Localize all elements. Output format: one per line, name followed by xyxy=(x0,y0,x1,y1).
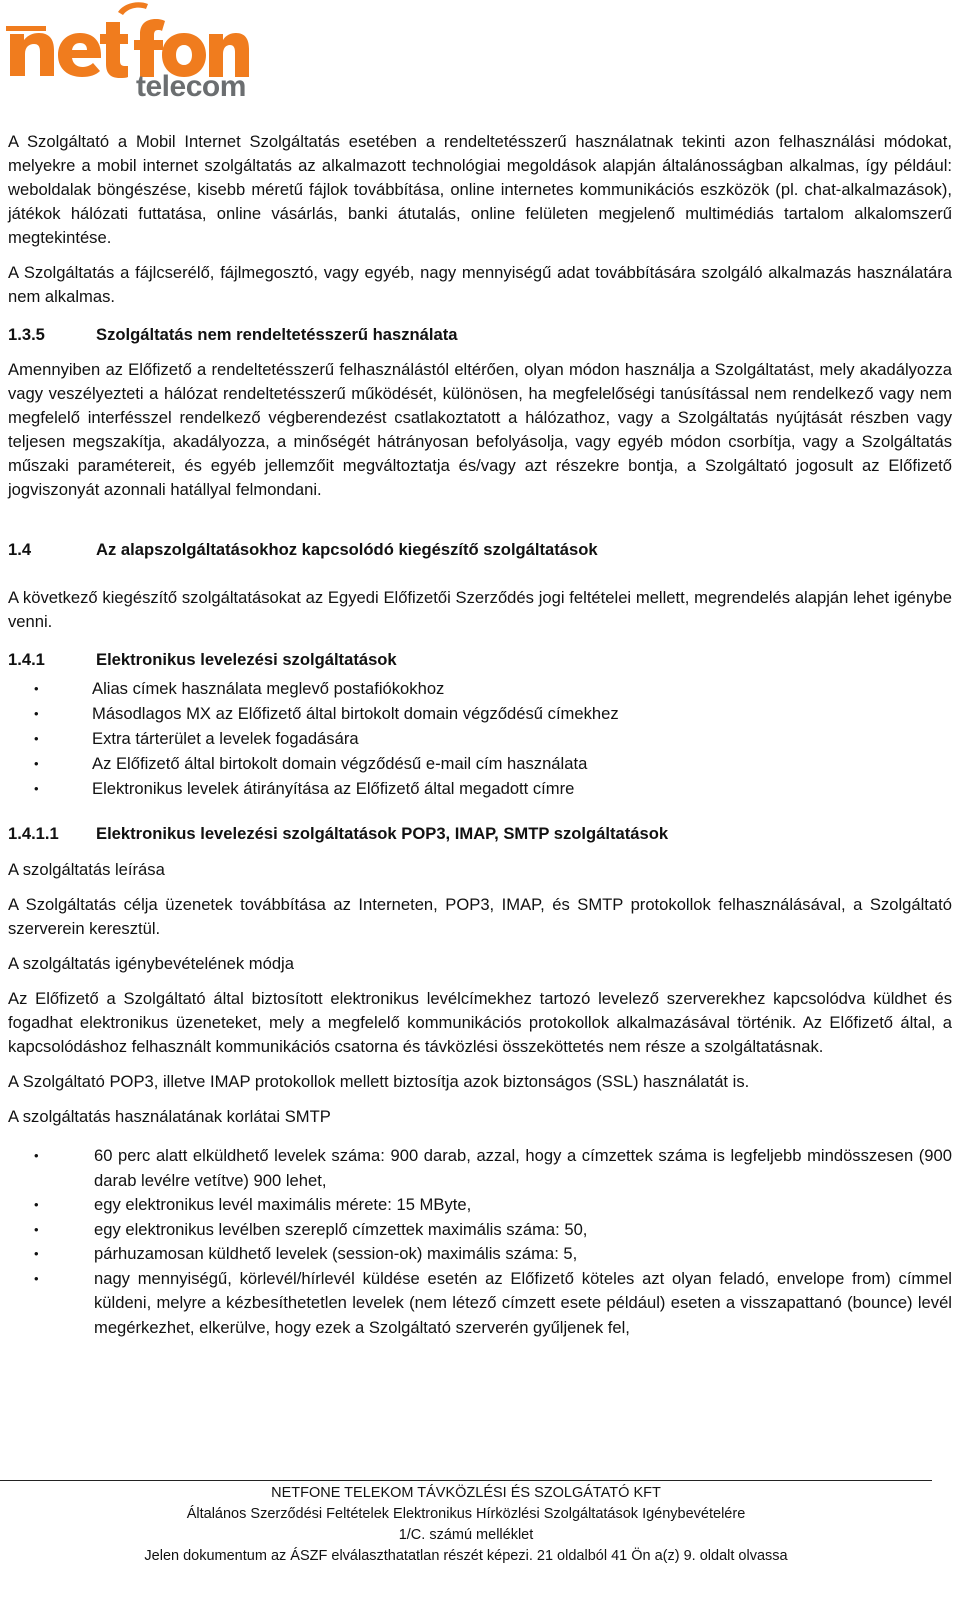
email-services-list xyxy=(8,676,952,801)
list-item xyxy=(8,701,952,726)
bullet-icon: • xyxy=(34,681,39,696)
bullet-icon: • xyxy=(34,1148,39,1163)
footer-company: NETFONE TELEKOM TÁVKÖZLÉSI ÉS SZOLGÁTATÓ KFT xyxy=(271,1485,661,1501)
list-item-text: Az Előfizető által birtokolt domain végződésű e-mail cím használata xyxy=(92,754,588,773)
bullet-icon: • xyxy=(34,731,39,746)
bullet-icon: • xyxy=(34,1197,39,1212)
list-item xyxy=(8,751,952,776)
list-item xyxy=(8,1193,952,1218)
bullet-icon: • xyxy=(34,1270,39,1286)
subheading-usage-mode: A szolgáltatás igénybevételének módja xyxy=(8,954,294,973)
list-item xyxy=(8,1218,952,1243)
bullet-icon: • xyxy=(34,781,39,796)
section-heading-1-3-5 xyxy=(8,323,952,347)
subheading-smtp-limits: A szolgáltatás használatának korlátai SMTP xyxy=(8,1107,331,1126)
document-body xyxy=(8,130,952,1340)
paragraph-additional-services: A következő kiegészítő szolgáltatásokat az Egyedi Előfizetői Szerződés jogi feltételei mellett, megrendelés alapján lehet igénybe venni. xyxy=(8,588,952,631)
list-item-text: 60 perc alatt elküldhető levelek száma: 900 darab, azzal, hogy a címzettek száma is legfeljebb mindösszesen (900 darab levélre vetítve) 900 lehet, xyxy=(94,1146,952,1190)
list-item-text: párhuzamosan küldhető levelek (session-ok) maximális száma: 5, xyxy=(94,1244,578,1263)
paragraph-ssl: A Szolgáltató POP3, illetve IMAP protokollok mellett biztosítja azok biztonságos (SSL) használatát is. xyxy=(8,1072,750,1091)
bullet-icon: • xyxy=(34,1221,39,1237)
section-number: 1.4.1.1 xyxy=(8,824,59,843)
list-item-text: Másodlagos MX az Előfizető által birtokolt domain végződésű címekhez xyxy=(92,704,619,723)
section-number: 1.4 xyxy=(8,540,32,559)
subheading-service-description: A szolgáltatás leírása xyxy=(8,860,165,879)
footer-text xyxy=(0,1483,932,1567)
paragraph-mobile-internet-usage: A Szolgáltató a Mobil Internet Szolgáltatás esetében a rendeltetésszerű használatnak tekinti azon felhasználási módokat, melyekre a mobil internet szolgáltatás az alkalmazott technológiai megoldások alapján általánosságban alkalmas, így például: weboldalak böngészése, kisebb méretű fájlok továbbítása, online internetes kommunikációs eszközök (pl. chat-alkalmazások), játékok hálózati futtatása, online vásárlás, banki átutalás, online felületen megjelenő multimédiás tartalom alkalomszerű megtekintése. xyxy=(8,132,952,247)
smtp-limits-list xyxy=(8,1144,952,1340)
logo-telecom-text: telecom xyxy=(136,70,246,103)
section-title: Szolgáltatás nem rendeltetésszerű használata xyxy=(96,325,458,344)
list-item-text: nagy mennyiségű, körlevél/hírlevél küldése esetén az Előfizető köteles azt olyan feladó, envelope from) címmel küldeni, melyre a kézbesíthetetlen levelek (nem létező címzett esete például) eseten a visszapattanó (bounce) levél megérkezhet, elkerülve, hogy ezek a Szolgáltató szerverén gyűljenek fel, xyxy=(94,1268,952,1337)
paragraph-file-sharing: A Szolgáltatás a fájlcserélő, fájlmegosztó, vagy egyéb, nagy mennyiségű adat továbbítására szolgáló alkalmazás használatára nem alkalmas. xyxy=(8,263,952,306)
section-title: Elektronikus levelezési szolgáltatások xyxy=(96,650,397,669)
footer-annex: 1/C. számú melléklet xyxy=(398,1527,534,1543)
list-item-text: egy elektronikus levélben szereplő címzettek maximális száma: 50, xyxy=(94,1219,588,1239)
paragraph-service-purpose: A Szolgáltatás célja üzenetek továbbítása az Interneten, POP3, IMAP, és SMTP protokollok felhasználásával, a Szolgáltató szerverein keresztül. xyxy=(8,895,952,938)
list-item xyxy=(8,1267,952,1341)
bullet-icon: • xyxy=(34,756,39,771)
footer-document-title: Általános Szerződési Feltételek Elektronikus Hírközlési Szolgáltatások Igénybevételére xyxy=(186,1506,746,1522)
section-heading-1-4 xyxy=(8,538,952,562)
section-title: Az alapszolgáltatásokhoz kapcsolódó kiegészítő szolgáltatások xyxy=(96,540,598,559)
footer-divider xyxy=(0,1480,932,1481)
paragraph-usage-mode: Az Előfizető a Szolgáltató által biztosított elektronikus levélcímekhez tartozó levelező szerverekhez kapcsolódva küldhet és fogadhat elektronikus üzeneteket, mely a megfelelő kommunikációs protokollok alkalmazásával történik. Az Előfizető által, a kapcsolódáshoz felhasznált kommunikációs csatorna és távközlési összeköttetés nem része a szolgáltatásnak. xyxy=(8,989,952,1056)
bullet-icon: • xyxy=(34,706,39,721)
list-item xyxy=(8,1242,952,1267)
list-item xyxy=(8,676,952,701)
list-item xyxy=(8,1144,952,1193)
section-heading-1-4-1-1 xyxy=(8,822,952,846)
list-item-text: egy elektronikus levél maximális mérete: 15 MByte, xyxy=(94,1195,472,1214)
footer-page-info: Jelen dokumentum az ÁSZF elválaszthatatlan részét képezi. 21 oldalból 41 Ön a(z) 9. oldalt olvassa xyxy=(144,1548,788,1564)
section-heading-1-4-1 xyxy=(8,648,952,672)
section-number: 1.3.5 xyxy=(8,325,45,344)
list-item xyxy=(8,726,952,751)
netfone-logo xyxy=(6,0,256,104)
list-item xyxy=(8,776,952,801)
list-item-text: Extra tárterület a levelek fogadására xyxy=(92,729,359,748)
paragraph-improper-use: Amennyiben az Előfizető a rendeltetésszerű felhasználástól eltérően, olyan módon használja a Szolgáltatást, mely akadályozza vagy veszélyezteti a hálózat rendeltetésszerű működését, különösen, ha megfelelőségi tanúsítással nem rendelkező vagy nem megfelelő interfésszel rendelkező végberendezést csatlakoztatott a hálózathoz, vagy a Szolgáltatás nyújtását részben vagy teljesen megszakítja, akadályozza, a minőségét hátrányosan befolyásolja, vagy egyéb módon csorbítja, vagy a Szolgáltatás műszaki paramétereit, és egyéb jellemzőit megváltoztatja és/vagy azt részekre bontja, a Szolgáltató jogosult az Előfizető jogviszonyát azonnali hatállyal felmondani. xyxy=(8,360,952,499)
section-title: Elektronikus levelezési szolgáltatások POP3, IMAP, SMTP szolgáltatások xyxy=(96,824,669,843)
bullet-icon: • xyxy=(34,1246,39,1261)
list-item-text: Alias címek használata meglevő postafiókokhoz xyxy=(92,679,445,698)
list-item-text: Elektronikus levelek átirányítása az Előfizető által megadott címre xyxy=(92,779,575,798)
section-number: 1.4.1 xyxy=(8,650,45,669)
